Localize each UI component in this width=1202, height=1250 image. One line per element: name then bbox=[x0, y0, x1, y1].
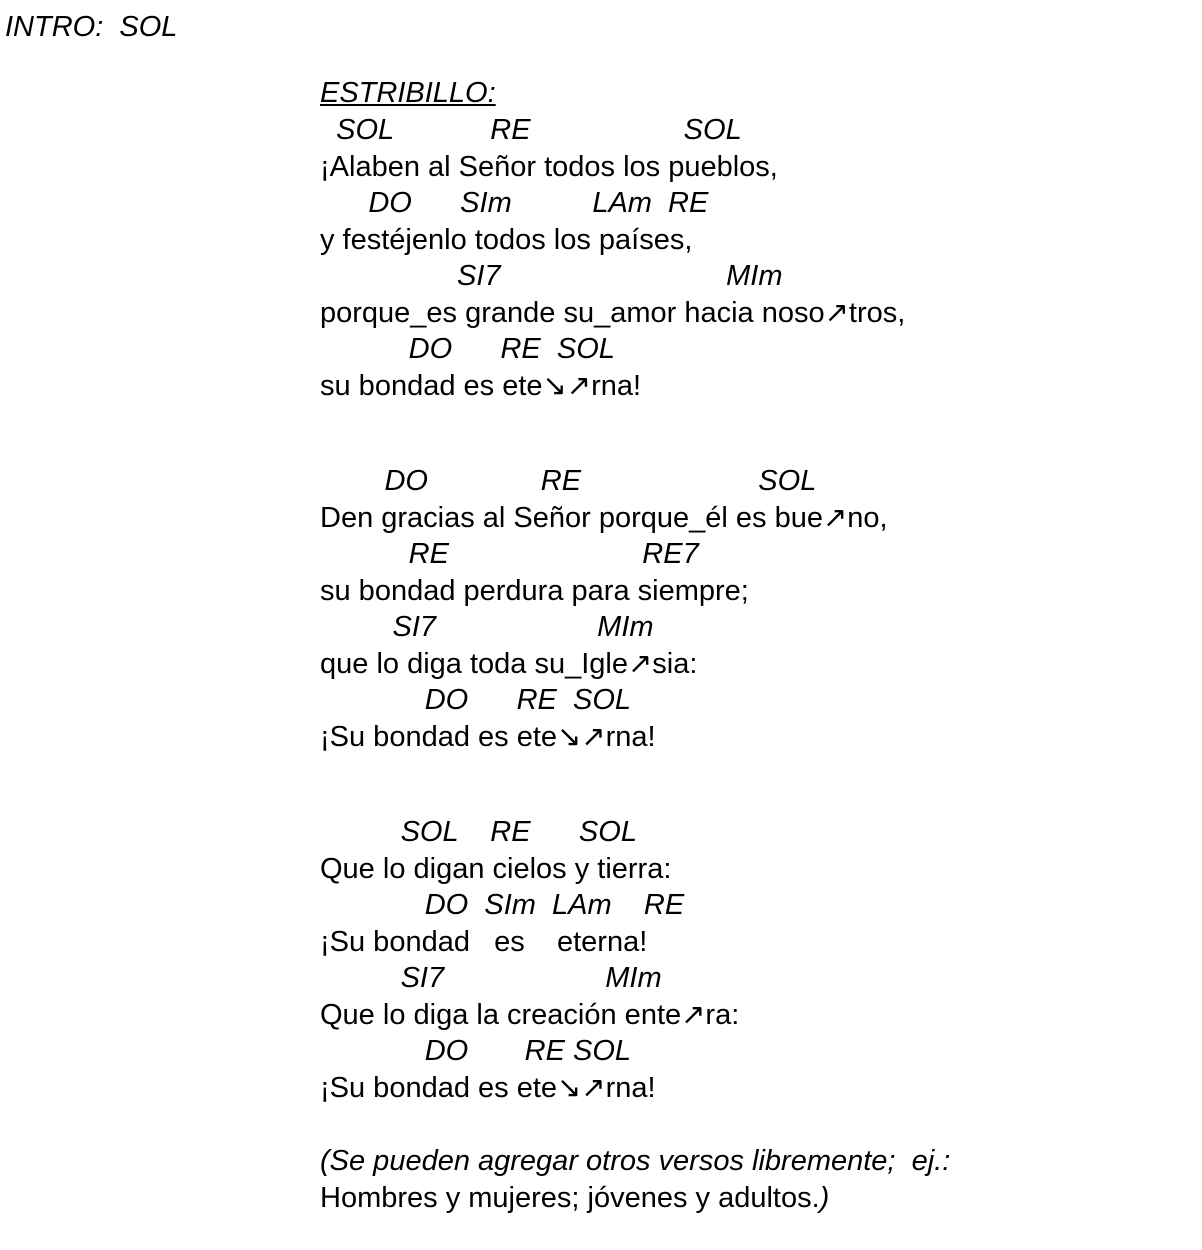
chord-line: DO SIm LAm RE bbox=[320, 187, 709, 219]
chord-line: RE RE7 bbox=[320, 538, 699, 570]
chord-line: DO RE SOL bbox=[320, 465, 817, 497]
chord-line: SOL RE SOL bbox=[320, 816, 637, 848]
lyric-line: ¡Su bondad es ete↘↗rna! bbox=[320, 1072, 656, 1104]
chord-line: DO RE SOL bbox=[320, 333, 615, 365]
lyric-line: Que lo digan cielos y tierra: bbox=[320, 853, 672, 885]
estribillo-heading: ESTRIBILLO: bbox=[320, 77, 496, 109]
chord-line: SI7 MIm bbox=[320, 260, 783, 292]
chord-line: SI7 MIm bbox=[320, 962, 662, 994]
lyric-line: Den gracias al Señor porque_él es bue↗no, bbox=[320, 502, 888, 534]
lyric-line: porque_es grande su_amor hacia noso↗tros, bbox=[320, 297, 906, 329]
lyric-line: y festéjenlo todos los países, bbox=[320, 224, 693, 256]
chord-line: SI7 MIm bbox=[320, 611, 654, 643]
chord-line: DO RE SOL bbox=[320, 684, 632, 716]
intro-line: INTRO: SOL bbox=[5, 11, 178, 43]
lyric-line: ¡Su bondad es ete↘↗rna! bbox=[320, 721, 656, 753]
note-line: (Se pueden agregar otros versos libremente; ej.: bbox=[320, 1145, 951, 1177]
chord-line: DO SIm LAm RE bbox=[320, 889, 685, 921]
note-text: Hombres y mujeres; jóvenes y adultos. bbox=[320, 1182, 820, 1214]
note-line bbox=[320, 1181, 829, 1215]
lyric-line: que lo diga toda su_Igle↗sia: bbox=[320, 648, 698, 680]
lyric-line: Que lo diga la creación ente↗ra: bbox=[320, 999, 740, 1031]
note-close-paren: ) bbox=[819, 1182, 830, 1214]
lyric-line: ¡Alaben al Señor todos los pueblos, bbox=[320, 151, 778, 183]
lyric-line: su bondad es ete↘↗rna! bbox=[320, 370, 642, 402]
chord-line: DO RE SOL bbox=[320, 1035, 632, 1067]
lyric-line: su bondad perdura para siempre; bbox=[320, 575, 749, 607]
lyric-line: ¡Su bondad es eterna! bbox=[320, 926, 648, 958]
chord-line: SOL RE SOL bbox=[320, 114, 742, 146]
